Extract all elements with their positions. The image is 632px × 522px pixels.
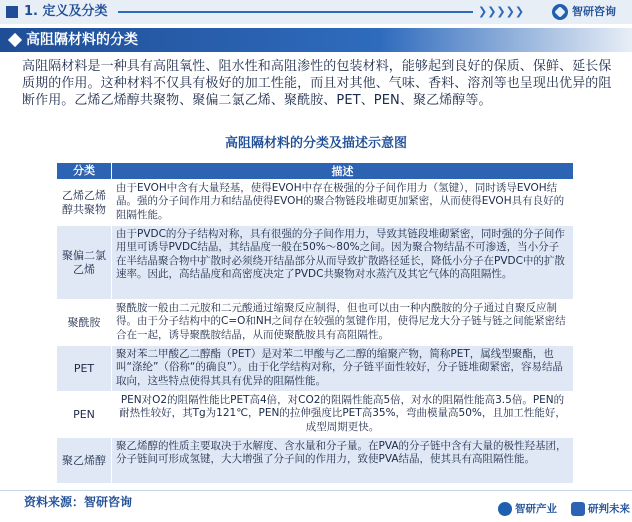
title-diamond-icon [8,33,22,47]
table-row [57,346,573,392]
table-row [57,226,573,300]
row-description: 聚对苯二甲酸乙二醇酯（PET）是对苯二甲酸与乙二醇的缩聚产物，简称PET，属线型聚酯，也叫“涤纶”（俗称“的确良”）。由于化学结构对称，分子链平面性较好，分子链堆砌紧密，容易结晶取向，这些特点使得其具有优异的阻隔性能。 [112,346,573,391]
row-description: PEN对O2的阻隔性能比PET高4倍，对CO2的阻隔性能高5倍，对水的阻隔性能高3.5倍。PEN的耐热性较好，其Tg为121℃，PEN的拉伸强度比PET高35%，弯曲模量高50%，且加工性能好，成型周期更快。 [112,392,573,437]
row-description: 由于EVOH中含有大量羟基，使得EVOH中存在极强的分子间作用力（氢键），同时诱导EVOH结晶。强的分子间作用力和结晶使得EVOH的聚合物链段堆砌更加紧密，从而使得EVOH具有良好的阻隔性能。 [112,180,573,225]
table-row [57,392,573,438]
table-header-row [57,163,573,180]
row-category: 聚偏二氯乙烯 [57,226,112,299]
footer-logo-left: 智研产业 [515,503,557,515]
section-title: 1. 定义及分类 [24,4,108,19]
table-row [57,180,573,226]
brand-logo-icon [552,4,568,20]
table-row [57,438,573,484]
research-logo-icon [571,502,585,516]
top-header-bar [0,0,632,24]
title-bar [0,28,632,52]
intro-paragraph: 高阻隔材料是一种具有高阻氧性、阻水性和高阻渗性的包装材料，能够起到良好的保质、保鲜、延长保质期的作用。这种材料不仅具有极好的加工性能，而且对其他、气味、香料、溶剂等也呈现出优异的阻断作用。乙烯乙烯醇共聚物、聚偏二氯乙烯、聚酰胺、PET、PEN、聚乙烯醇等。 [22,59,612,108]
table-row [57,300,573,346]
footer-divider [0,490,632,491]
row-description: 聚酰胺一般由二元胺和二元酸通过缩聚反应制得，但也可以由一种内酰胺的分子通过自聚反应制得。由于分子结构中的C=O和NH之间存在较强的氢键作用，使得尼龙大分子链与链之间能紧密结合在一起，诱导聚酰胺结晶，从而使聚酰胺具有高阻隔性。 [112,300,573,345]
header-description: 描述 [112,163,573,179]
brand-name: 智研咨询 [572,5,616,18]
table-title: 高阻隔材料的分类及描述示意图 [224,136,407,151]
industry-logo-icon [498,502,512,516]
row-category: 聚乙烯醇 [57,438,112,483]
row-category: 乙烯乙烯醇共聚物 [57,180,112,225]
header-divider-line [118,11,473,13]
row-category: PET [57,346,112,391]
page-title: 高阻隔材料的分类 [26,32,138,48]
chevron-right-icon: ❯❯❯❯❯ [478,5,525,18]
row-description: 聚乙烯醇的性质主要取决于水解度、含水量和分子量。在PVA的分子链中含有大量的极性羟基团，分子链间可形成氢键，大大增强了分子间的作用力，致使PVA结晶，使其具有高阻隔性能。 [112,438,573,483]
row-description: 由于PVDC的分子结构对称，具有很强的分子间作用力，导致其链段堆砌紧密，同时强的分子间作用里可诱导PVDC结晶，其结晶度一般在50%～80%之间。因为聚合物结晶不可渗透，当小分子在半结晶聚合物中扩散时必须绕开结晶部分从而导致扩散路径延长，降低小分子在PVDC中的扩散速率。因此，高结晶度和高密度决定了PVDC共聚物对水蒸汽及其它气体的高阻隔性。 [112,226,573,299]
row-category: PEN [57,392,112,437]
section-square-icon [6,6,18,18]
classification-table [57,163,573,484]
source-note: 资料来源：智研咨询 [24,495,133,509]
header-category: 分类 [57,163,112,179]
footer-logo-right: 研判未来 [588,503,630,515]
row-category: 聚酰胺 [57,300,112,345]
